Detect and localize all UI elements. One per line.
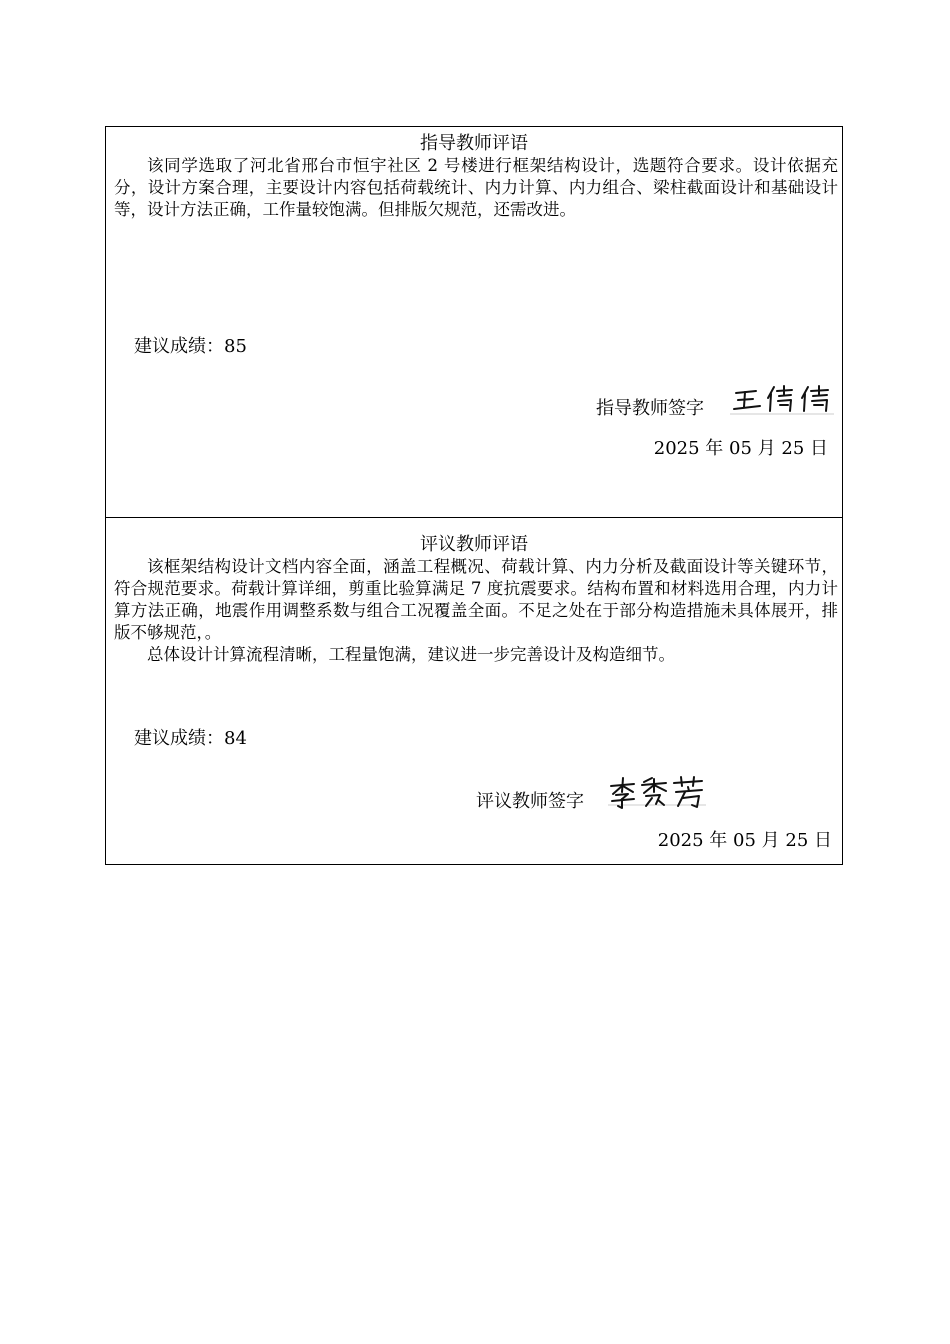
advisor-section bbox=[106, 127, 842, 518]
reviewer-title: 评议教师评语 bbox=[420, 534, 528, 555]
reviewer-comment-p2: 总体设计计算流程清晰，工程量饱满，建议进一步完善设计及构造细节。 bbox=[147, 645, 675, 664]
advisor-grade-value: 85 bbox=[224, 336, 247, 357]
advisor-date: 2025 年 05 月 25 日 bbox=[653, 438, 828, 459]
advisor-grade-label: 建议成绩： bbox=[134, 336, 224, 357]
advisor-comment bbox=[114, 155, 838, 221]
reviewer-grade bbox=[134, 728, 247, 750]
reviewer-comment bbox=[114, 556, 838, 666]
advisor-comment-text: 该同学选取了河北省邢台市恒宇社区 2 号楼进行框架结构设计，选题符合要求。设计依据充分，设计方案合理，主要设计内容包括荷载统计、内力计算、内力组合、梁柱截面设计和基础设计等，设计方法正确，工作量较饱满。但排版欠规范，还需改进。 bbox=[114, 156, 838, 219]
reviewer-grade-label: 建议成绩： bbox=[134, 728, 224, 749]
reviewer-signature-label: 评议教师签字 bbox=[476, 791, 584, 812]
reviewer-section bbox=[106, 518, 842, 864]
evaluation-table bbox=[105, 126, 843, 865]
reviewer-grade-value: 84 bbox=[224, 728, 247, 749]
advisor-signature-drawing bbox=[730, 381, 836, 417]
reviewer-date: 2025 年 05 月 25 日 bbox=[657, 830, 832, 851]
advisor-grade bbox=[134, 336, 247, 358]
advisor-title: 指导教师评语 bbox=[420, 133, 528, 154]
reviewer-comment-p1: 该框架结构设计文档内容全面，涵盖工程概况、荷载计算、内力分析及截面设计等关键环节，符合规范要求。荷载计算详细，剪重比验算满足 7 度抗震要求。结构布置和材料选用合理，内力计算方法正确，地震作用调整系数与组合工况覆盖全面。不足之处在于部分构造措施未具体展开，排版不够规范，。 bbox=[114, 557, 838, 642]
advisor-handwritten-signature bbox=[730, 381, 836, 417]
reviewer-signature-drawing bbox=[608, 774, 708, 810]
advisor-signature-label: 指导教师签字 bbox=[596, 398, 704, 419]
reviewer-handwritten-signature bbox=[608, 774, 708, 810]
